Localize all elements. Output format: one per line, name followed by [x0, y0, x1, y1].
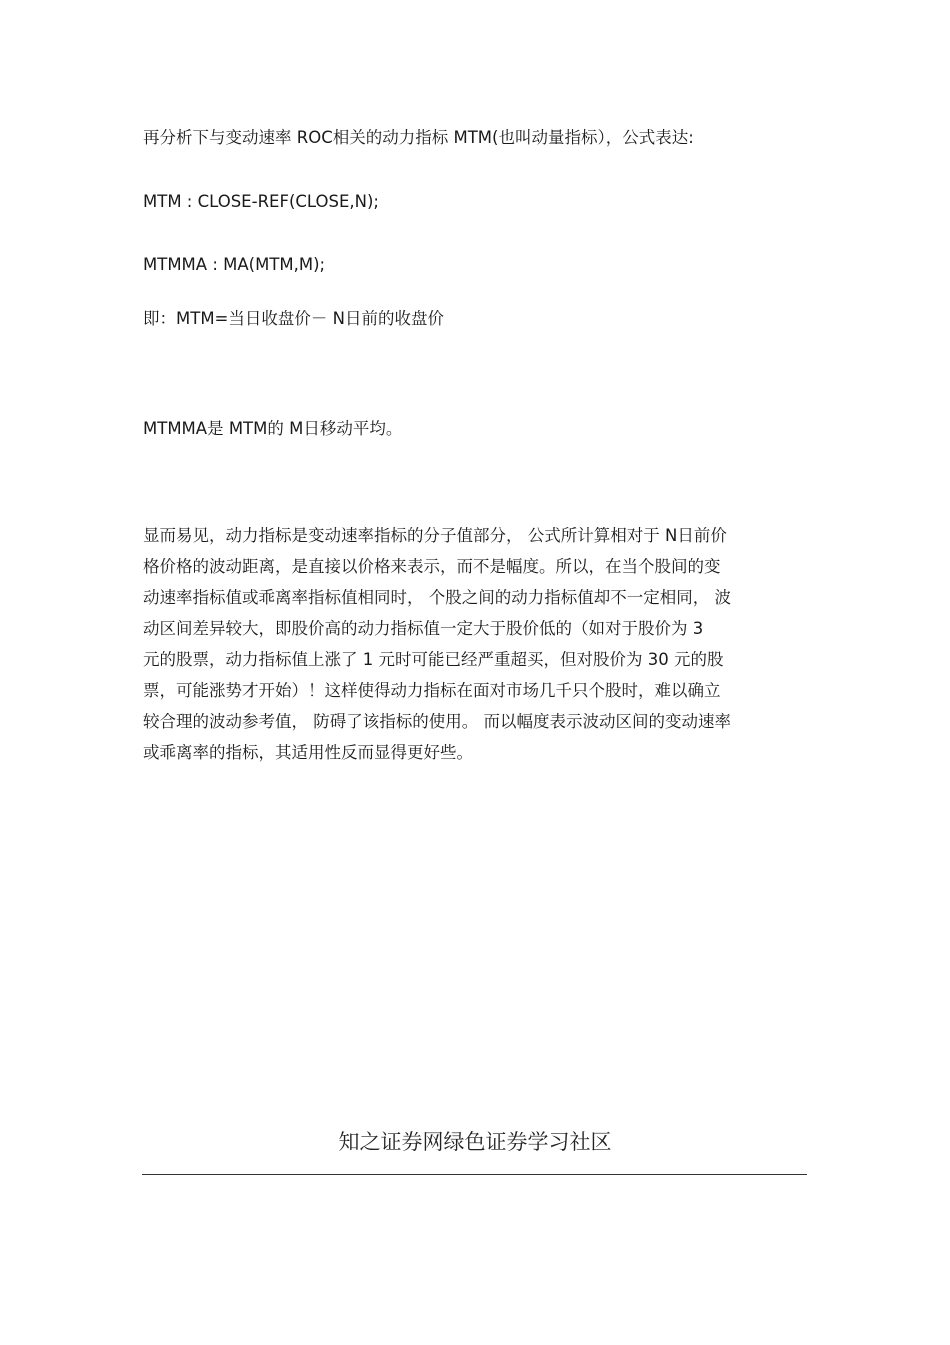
paragraph-line: 动速率指标值或乖离率指标值相同时， 个股之间的动力指标值却不一定相同， 波 — [143, 588, 731, 607]
paragraph-line: 格价格的波动距离，是直接以价格来表示，而不是幅度。所以，在当个股间的变 — [143, 557, 721, 576]
footer-divider — [142, 1174, 807, 1175]
paragraph-line: 或乖离率的指标，其适用性反而显得更好些。 — [143, 743, 473, 762]
intro-line: 再分析下与变动速率 ROC相关的动力指标 MTM(也叫动量指标），公式表达: — [143, 128, 694, 147]
paragraph-line: 元的股票，动力指标值上涨了 1 元时可能已经严重超买，但对股价为 30 元的股 — [143, 650, 724, 669]
mtmma-description: MTMMA是 MTM的 M日移动平均。 — [143, 419, 403, 438]
formula-mtmma: MTMMA : MA(MTM,M); — [143, 255, 326, 274]
paragraph-line: 票，可能涨势才开始）！这样使得动力指标在面对市场几千只个股时，难以确立 — [143, 681, 721, 700]
formula-mtm: MTM : CLOSE-REF(CLOSE,N); — [143, 192, 379, 211]
paragraph-line: 显而易见，动力指标是变动速率指标的分子值部分， 公式所计算相对于 N日前价 — [143, 526, 727, 545]
paragraph-line: 动区间差异较大，即股价高的动力指标值一定大于股价低的（如对于股价为 3 — [143, 619, 704, 638]
definition-line: 即：MTM=当日收盘价－ N日前的收盘价 — [143, 309, 444, 328]
paragraph-line: 较合理的波动参考值， 防碍了该指标的使用。 而以幅度表示波动区间的变动速率 — [143, 712, 731, 731]
body-paragraph — [143, 520, 808, 768]
footer-title: 知之证券网绿色证券学习社区 — [338, 1130, 612, 1154]
